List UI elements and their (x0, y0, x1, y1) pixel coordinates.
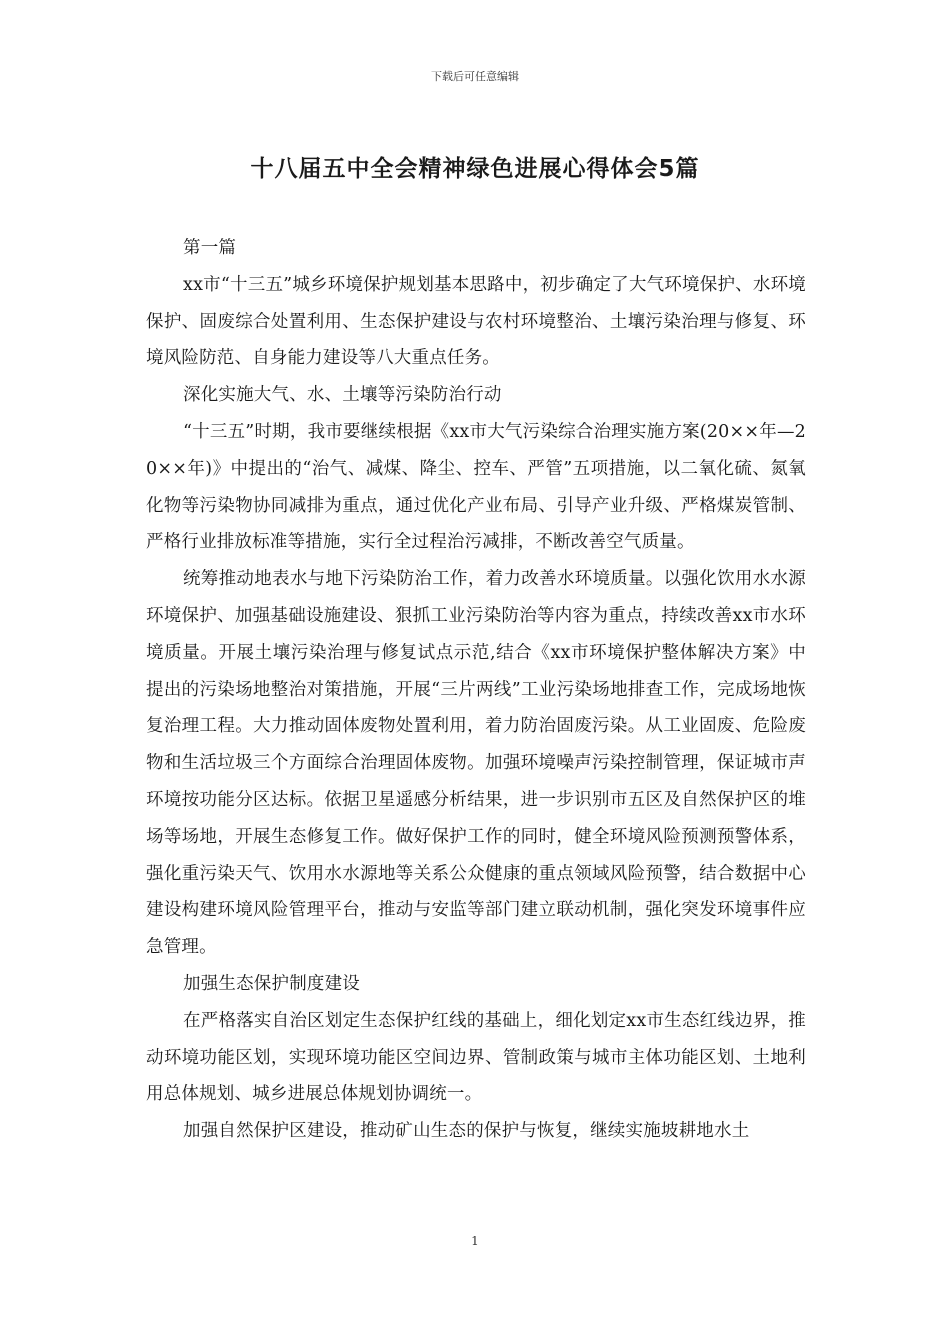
document-title: 十八届五中全会精神绿色进展心得体会5篇 (250, 156, 700, 182)
section-heading: 加强生态保护制度建设 (183, 973, 360, 994)
paragraph: 加强自然保护区建设，推动矿山生态的保护与恢复，继续实施坡耕地水土 (183, 1121, 750, 1142)
section-heading: 第一篇 (183, 238, 237, 258)
paragraph: 统筹推动地表水与地下污染防治工作，着力改善水环境质量。以强化饮用水水源环境保护、加强基础设施建设、狠抓工业污染防治等内容为重点，持续改善xx市水环境质量。开展土壤污染治理与修复试点示范,结合《xx市环境保护整体解决方案》中提出的污染场地整治对策措施，开展“三片两线”工业污染场地排查工作，完成场地恢复治理工程。大力推动固体废物处置利用，着力防治固废污染。从工业固废、危险废物和生活垃圾三个方面综合治理固体废物。加强环境噪声污染控制管理，保证城市声环境按功能分区达标。依据卫星遥感分析结果，进一步识别市五区及自然保护区的堆场等场地，开展生态修复工作。做好保护工作的同时，健全环境风险预测预警体系，强化重污染天气、饮用水水源地等关系公众健康的重点领域风险预警，结合数据中心建设构建环境风险管理平台，推动与安监等部门建立联动机制，强化突发环境事件应急管理。 (146, 569, 806, 958)
paragraph: “十三五”时期，我市要继续根据《xx市大气污染综合治理实施方案(20××年—20××年)》中提出的“治气、减煤、降尘、控车、严管”五项措施，以二氧化硫、氮氧化物等污染物协同减排为重点，通过优化产业布局、引导产业升级、严格煤炭管制、严格行业排放标准等措施，实行全过程治污减排，不断改善空气质量。 (146, 421, 806, 553)
paragraph: xx市“十三五”城乡环境保护规划基本思路中，初步确定了大气环境保护、水环境保护、固废综合处置利用、生态保护建设与农村环境整治、土壤污染治理与修复、环境风险防范、自身能力建设等八大重点任务。 (146, 274, 806, 369)
paragraph: 在严格落实自治区划定生态保护红线的基础上，细化划定xx市生态红线边界，推动环境功能区划，实现环境功能区空间边界、管制政策与城市主体功能区划、土地利用总体规划、城乡进展总体规划协调统一。 (146, 1010, 806, 1105)
header-note: 下载后可任意编辑 (431, 70, 519, 83)
page-number: 1 (471, 1234, 479, 1248)
document-body (146, 230, 806, 1150)
section-heading: 深化实施大气、水、土壤等污染防治行动 (183, 385, 502, 406)
